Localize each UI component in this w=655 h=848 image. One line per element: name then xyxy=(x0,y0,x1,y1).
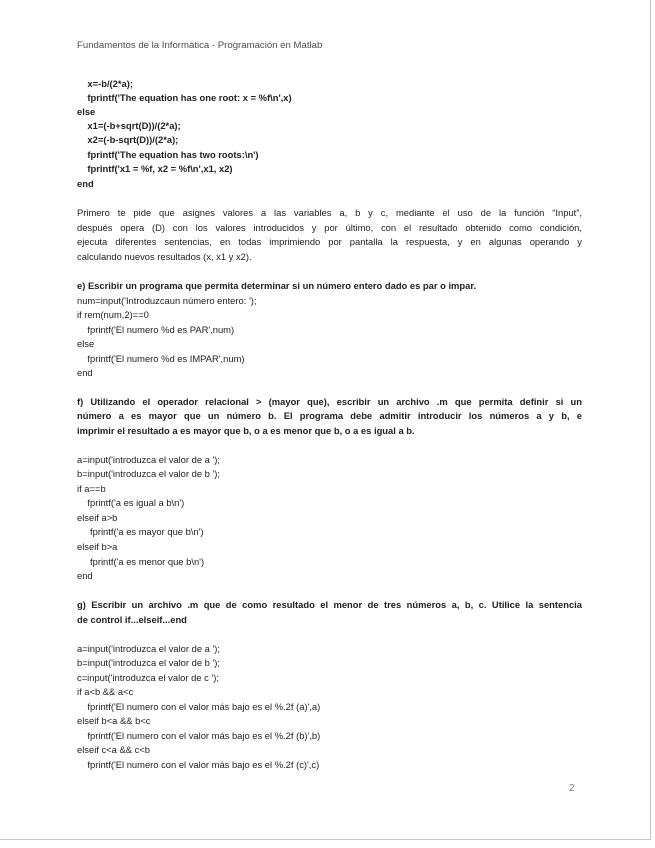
code-line: else xyxy=(77,106,96,117)
section-f-heading: imprimir el resultado a es mayor que b, o a es menor que b, o a es igual a b. xyxy=(77,425,415,436)
code-line: fprintf('El numero con el valor más bajo es el %.2f (c)',c) xyxy=(77,759,320,770)
code-line: end xyxy=(77,570,93,581)
code-line: fprintf('El numero con el valor más bajo es el %.2f (b)',b) xyxy=(77,730,321,741)
paragraph-line: después opera (D) con los valores introducidos y por último, con el resultado obtenido como condición, xyxy=(77,222,582,233)
code-line: x2=(-b-sqrt(D))/(2*a); xyxy=(77,134,179,145)
code-line: elseif a>b xyxy=(77,512,118,523)
paragraph-line: ejecuta diferentes sentencias, en todas imprimiendo por pantalla la respuesta, y en algunas operando y xyxy=(77,236,582,247)
code-line: fprintf('a es igual a b\n') xyxy=(77,497,185,508)
code-line: else xyxy=(77,338,95,349)
code-line: if a==b xyxy=(77,483,106,494)
code-line: fprintf('El numero %d es IMPAR',num) xyxy=(77,353,245,364)
code-line: elseif c<a && c<b xyxy=(77,744,150,755)
paragraph-line: calculando nuevos resultados (x, x1 y x2). xyxy=(77,251,252,262)
code-line: a=input('introduzca el valor de a '); xyxy=(77,643,220,654)
code-line: if rem(num,2)==0 xyxy=(77,309,149,320)
code-line: fprintf('a es mayor que b\n') xyxy=(77,526,204,537)
page-number: 2 xyxy=(569,783,575,794)
paragraph-line: Primero te pide que asignes valores a las variables a, b y c, mediante el uso de la función “Input”, xyxy=(77,207,582,218)
code-line: fprintf('El numero %d es PAR',num) xyxy=(77,324,235,335)
code-line: fprintf('The equation has one root: x = %f\n',x) xyxy=(77,92,292,103)
section-e-heading: e) Escribir un programa que permita determinar si un número entero dado es par o impar. xyxy=(77,280,477,291)
code-line: x=-b/(2*a); xyxy=(77,78,134,89)
code-line: fprintf('a es menor que b\n') xyxy=(77,556,205,567)
code-line: fprintf('The equation has two roots:\n') xyxy=(77,149,259,160)
code-line: x1=(-b+sqrt(D))/(2*a); xyxy=(77,120,181,131)
code-line: num=input('Introduzcaun número entero: '); xyxy=(77,295,257,306)
code-line: c=input('introduzca el valor de c '); xyxy=(77,672,219,683)
section-g-heading: de control if...elseif...end xyxy=(77,614,187,625)
code-line: fprintf('x1 = %f, x2 = %f\n',x1, x2) xyxy=(77,163,233,174)
section-f-heading: número a es mayor que un número b. El programa debe admitir introducir los números a y b, e xyxy=(77,410,582,421)
code-line: end xyxy=(77,178,94,189)
page-header: Fundamentos de la Informática - Programación en Matlab xyxy=(77,40,323,51)
section-f-heading: f) Utilizando el operador relacional > (mayor que), escribir un archivo .m que permita definir si un xyxy=(77,396,582,407)
code-line: end xyxy=(77,367,93,378)
code-line: a=input('introduzca el valor de a '); xyxy=(77,454,220,465)
code-line: fprintf('El numero con el valor más bajo es el %.2f (a)',a) xyxy=(77,701,321,712)
section-g-heading: g) Escribir un archivo .m que de como resultado el menor de tres números a, b, c. Utilice la sentencia xyxy=(77,599,582,610)
code-line: if a<b && a<c xyxy=(77,686,134,697)
code-line: b=input('introduzca el valor de b '); xyxy=(77,657,220,668)
code-line: b=input('introduzca el valor de b '); xyxy=(77,468,220,479)
code-line: elseif b<a && b<c xyxy=(77,715,151,726)
code-line: elseif b>a xyxy=(77,541,118,552)
